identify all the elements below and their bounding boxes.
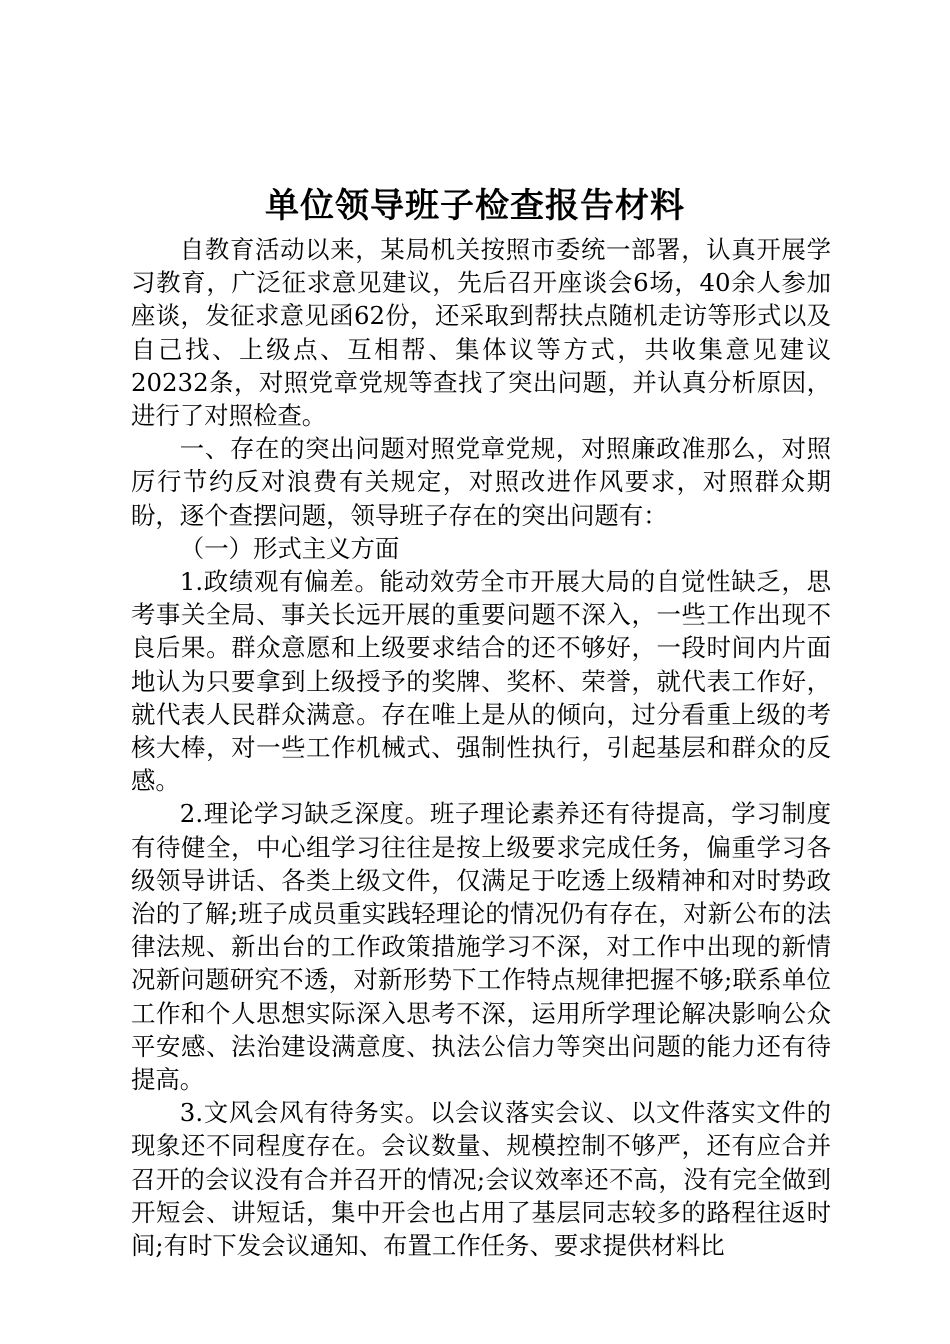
paragraph-item-2: 2.理论学习缺乏深度。班子理论素养还有待提高，学习制度有待健全，中心组学习往往是按上级要求完成任务，偏重学习各级领导讲话、各类上级文件，仅满足于吃透上级精神和对时势政治的了解;班子成员重实践轻理论的情况仍有存在，对新公布的法律法规、新出台的工作政策措施学习不深，对工作中出现的新情况新问题研究不透，对新形势下工作特点规律把握不够;联系单位工作和个人思想实际深入思考不深，运用所学理论解决影响公众平安感、法治建设满意度、执法公信力等突出问题的能力还有待提高。: [131, 799, 831, 1095]
paragraph-section-one: 一、存在的突出问题对照党章党规，对照廉政准那么，对照厉行节约反对浪费有关规定，对照改进作风要求，对照群众期盼，逐个查摆问题，领导班子存在的突出问题有：: [131, 434, 831, 530]
paragraph-item-3: 3.文风会风有待务实。以会议落实会议、以文件落实文件的现象还不同程度存在。会议数量、规模控制不够严，还有应合并召开的会议没有合并召开的情况;会议效率还不高，没有完全做到开短会、讲短话，集中开会也占用了基层同志较多的路程往返时间;有时下发会议通知、布置工作任务、要求提供材料比: [131, 1098, 831, 1261]
document-body: [131, 233, 831, 1262]
paragraph-item-1: 1.政绩观有偏差。能动效劳全市开展大局的自觉性缺乏，思考事关全局、事关长远开展的重要问题不深入，一些工作出现不良后果。群众意愿和上级要求结合的还不够好，一段时间内片面地认为只要拿到上级授予的奖牌、奖杯、荣誉，就代表工作好，就代表人民群众满意。存在唯上是从的倾向，过分看重上级的考核大棒，对一些工作机械式、强制性执行，引起基层和群众的反感。: [131, 567, 831, 796]
paragraph-intro: 自教育活动以来，某局机关按照市委统一部署，认真开展学习教育，广泛征求意见建议，先后召开座谈会6场，40余人参加座谈，发征求意见函62份，还采取到帮扶点随机走访等形式以及自己找、上级点、互相帮、集体议等方式，共收集意见建议20232条，对照党章党规等查找了突出问题，并认真分析原因，进行了对照检查。: [131, 235, 831, 431]
paragraph-subheading-formalism: （一）形式主义方面: [179, 533, 400, 563]
document-title: 单位领导班子检查报告材料: [265, 186, 685, 226]
